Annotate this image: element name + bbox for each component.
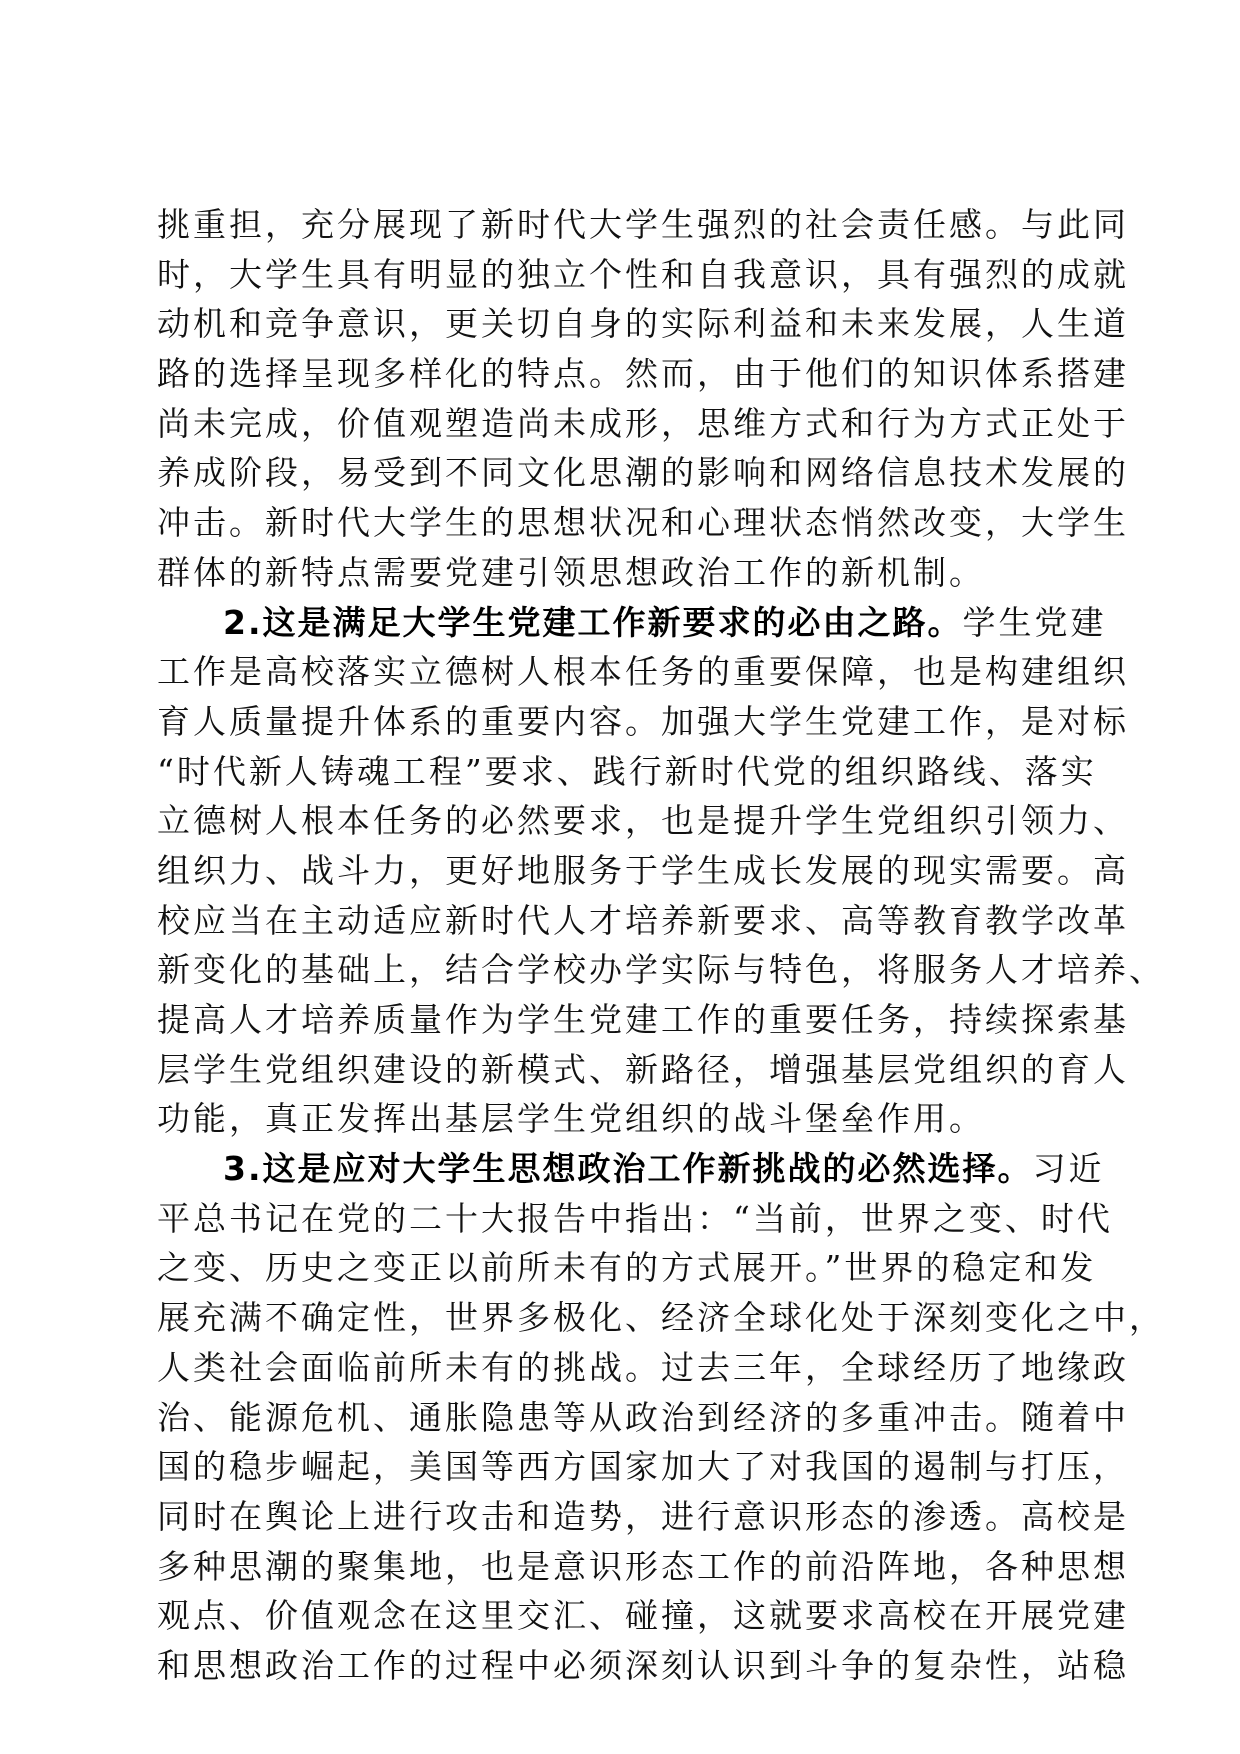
text-line: 国的稳步崛起，美国等西方国家加大了对我国的遏制与打压，: [157, 1447, 1129, 1487]
text-line: 和思想政治工作的过程中必须深刻认识到斗争的复杂性，站稳: [157, 1645, 1129, 1685]
section-heading-3: 3.这是应对大学生思想政治工作新挑战的必然选择。: [223, 1149, 1033, 1189]
text-line: 时，大学生具有明显的独立个性和自我意识，具有强烈的成就: [157, 254, 1129, 294]
body-text: [157, 200, 1165, 1691]
text-line: 人类社会面临前所未有的挑战。过去三年，全球经历了地缘政: [157, 1347, 1129, 1387]
text-line: 尚未完成，价值观塑造尚未成形，思维方式和行为方式正处于: [157, 403, 1129, 443]
text-run: 学生党建: [962, 602, 1107, 642]
text-line: 群体的新特点需要党建引领思想政治工作的新机制。: [157, 552, 985, 592]
section-heading-2: 2.这是满足大学生党建工作新要求的必由之路。: [223, 602, 963, 642]
text-line: 工作是高校落实立德树人根本任务的重要保障，也是构建组织: [157, 652, 1129, 692]
text-line: 平总书记在党的二十大报告中指出：“当前，世界之变、时代: [157, 1198, 1113, 1238]
text-line: 校应当在主动适应新时代人才培养新要求、高等教育教学改革: [157, 900, 1129, 940]
text-line: 之变、历史之变正以前所未有的方式展开。”世界的稳定和发: [157, 1248, 1097, 1288]
paragraph-3: [157, 1144, 1165, 1691]
text-line: 组织力、战斗力，更好地服务于学生成长发展的现实需要。高: [157, 850, 1129, 890]
text-line: 层学生党组织建设的新模式、新路径，增强基层党组织的育人: [157, 1049, 1129, 1089]
text-line: 展充满不确定性，世界多极化、经济全球化处于深刻变化之中，: [157, 1298, 1165, 1338]
text-line: 冲击。新时代大学生的思想状况和心理状态悄然改变，大学生: [157, 503, 1129, 543]
text-run: 习近: [1032, 1149, 1105, 1189]
paragraph-2: [157, 598, 1165, 1145]
paragraph-first-line: [157, 598, 1107, 648]
text-line: 观点、价值观念在这里交汇、碰撞，这就要求高校在开展党建: [157, 1596, 1129, 1636]
text-line: 治、能源危机、通胀隐患等从政治到经济的多重冲击。随着中: [157, 1397, 1129, 1437]
text-line: 挑重担，充分展现了新时代大学生强烈的社会责任感。与此同: [157, 205, 1129, 244]
text-line: “时代新人铸魂工程”要求、践行新时代党的组织路线、落实: [157, 751, 1097, 791]
text-line: 育人质量提升体系的重要内容。加强大学生党建工作，是对标: [157, 701, 1129, 741]
text-line: 新变化的基础上，结合学校办学实际与特色，将服务人才培养、: [157, 950, 1165, 990]
text-line: 同时在舆论上进行攻击和造势，进行意识形态的渗透。高校是: [157, 1496, 1129, 1536]
paragraph-1: [157, 200, 1129, 598]
text-line: 多种思潮的聚集地，也是意识形态工作的前沿阵地，各种思想: [157, 1546, 1129, 1586]
text-line: 功能，真正发挥出基层学生党组织的战斗堡垒作用。: [157, 1099, 985, 1139]
paragraph-first-line: [157, 1144, 1105, 1194]
text-line: 提高人才培养质量作为学生党建工作的重要任务，持续探索基: [157, 1000, 1129, 1039]
text-line: 路的选择呈现多样化的特点。然而，由于他们的知识体系搭建: [157, 354, 1129, 394]
text-line: 养成阶段，易受到不同文化思潮的影响和网络信息技术发展的: [157, 453, 1129, 493]
text-line: 动机和竞争意识，更关切自身的实际利益和未来发展，人生道: [157, 304, 1129, 344]
text-line: 立德树人根本任务的必然要求，也是提升学生党组织引领力、: [157, 801, 1129, 841]
